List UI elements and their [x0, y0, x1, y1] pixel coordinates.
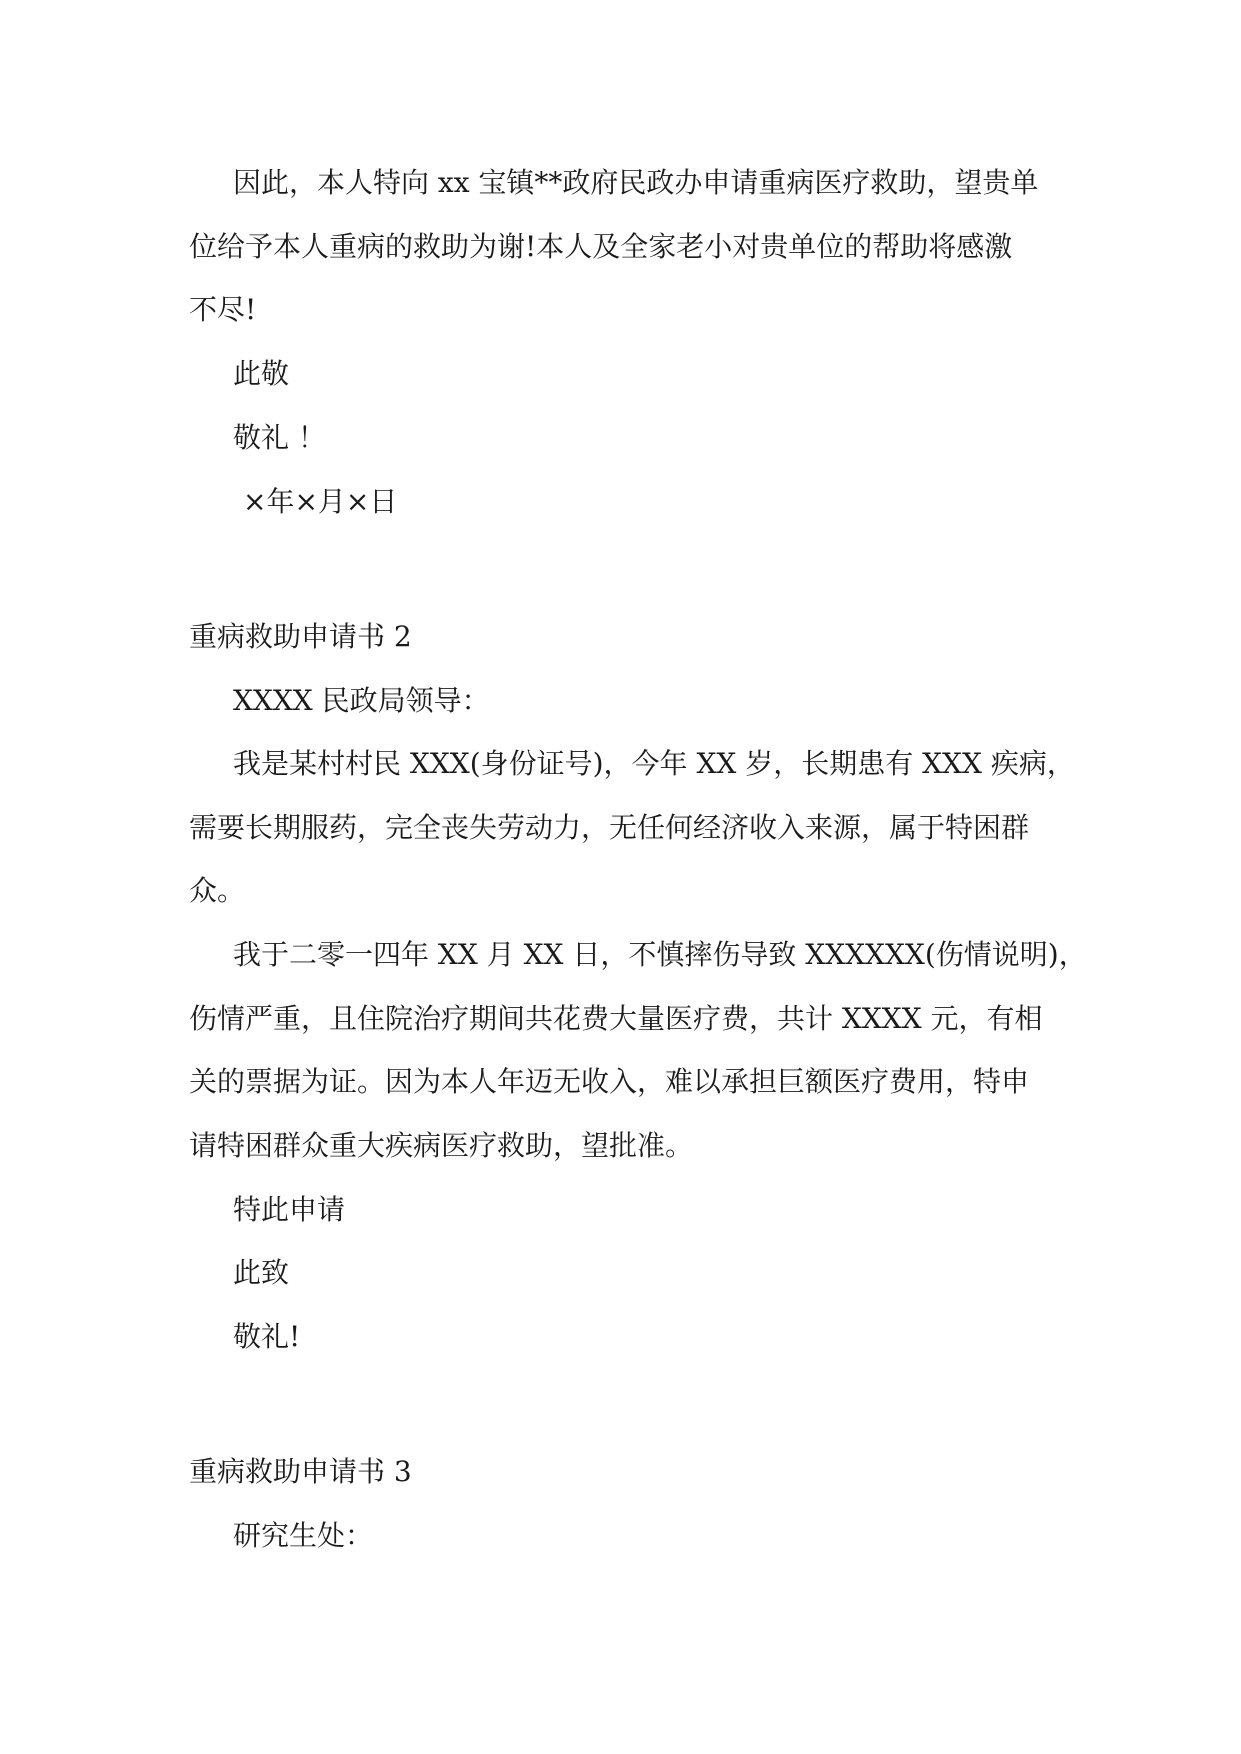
s1-para1-line3: 不尽! [189, 293, 257, 326]
s1-salutation: 此敬 [233, 357, 290, 390]
s2-para2-line4: 请特困群众重大疾病医疗救助，望批准。 [189, 1129, 694, 1162]
s1-para1-line2: 位给予本人重病的救助为谢!本人及全家老小对贵单位的帮助将感激 [189, 230, 1013, 263]
s2-closing-salutation: 此致 [233, 1256, 290, 1289]
s2-para1-line2: 需要长期服药，完全丧失劳动力，无任何经济收入来源，属于特困群 [189, 811, 1030, 844]
s2-closing-apply: 特此申请 [233, 1193, 346, 1226]
s1-date: ×年×月×日 [243, 485, 398, 518]
s2-title: 重病救助申请书 2 [189, 620, 412, 653]
s3-addressee: 研究生处： [233, 1519, 374, 1552]
s2-addressee: XXXX 民政局领导： [233, 684, 490, 717]
s2-para1-line1: 我是某村村民 XXX(身份证号)，今年 XX 岁，长期患有 XXX 疾病， [233, 747, 1075, 780]
s2-closing-regards: 敬礼! [233, 1320, 301, 1353]
s2-para2-line3: 关的票据为证。因为本人年迈无收入，难以承担巨额医疗费用，特申 [189, 1065, 1030, 1098]
s1-para1-line1: 因此，本人特向 xx 宝镇**政府民政办申请重病医疗救助，望贵单 [233, 166, 1039, 199]
s2-para2-line1: 我于二零一四年 XX 月 XX 日，不慎摔伤导致 XXXXXX(伤情说明)， [233, 938, 1087, 971]
s3-title: 重病救助申请书 3 [189, 1455, 412, 1488]
s1-closing: 敬礼 ！ [233, 421, 326, 454]
s2-para2-line2: 伤情严重，且住院治疗期间共花费大量医疗费，共计 XXXX 元，有相 [189, 1002, 1043, 1035]
s2-para1-line3: 众。 [189, 874, 246, 907]
